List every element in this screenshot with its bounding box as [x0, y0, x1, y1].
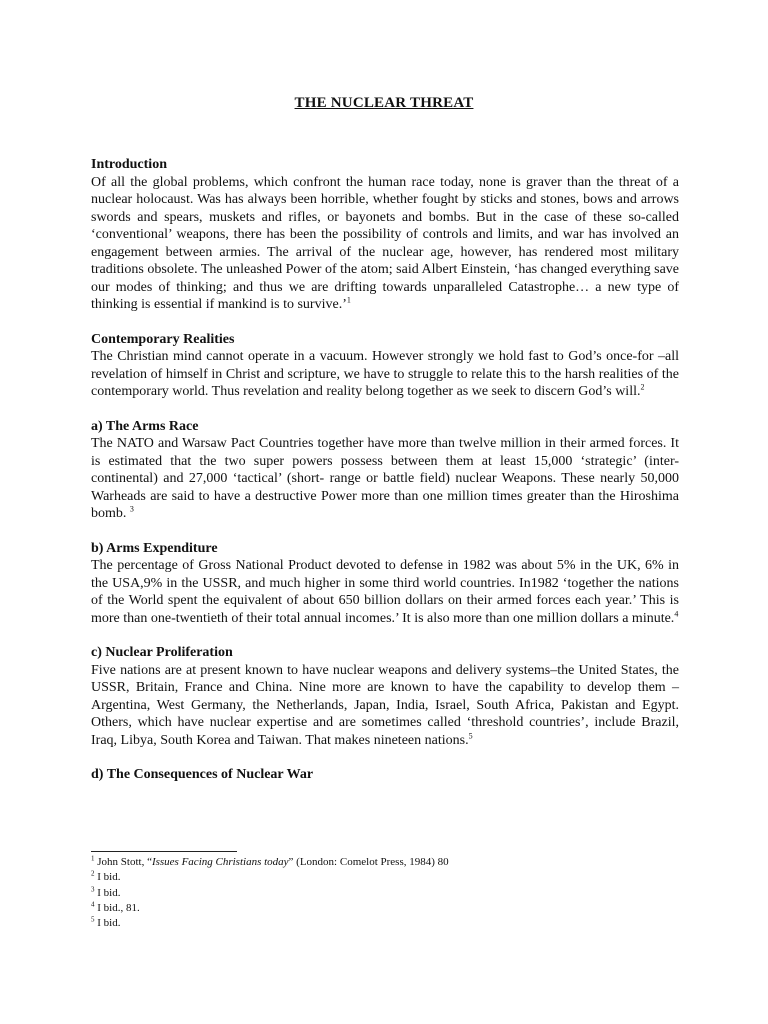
footnote-book-title: Issues Facing Christians today — [151, 856, 289, 868]
section-contemporary-realities — [91, 331, 679, 401]
footnote-text: I bid., 81. — [94, 901, 140, 914]
footnote-text: I bid. — [94, 917, 121, 930]
footnote-number: 5 — [91, 915, 95, 924]
footnote-number: 2 — [91, 869, 95, 878]
document-title: THE NUCLEAR THREAT — [294, 95, 474, 111]
paragraph-text: The Christian mind cannot operate in a vacuum. However strongly we hold fast to God’s once-for –all revelation of himself in Christ and scripture, we have to struggle to relate this to the harsh realities of the contemporary world. Thus revelation and reality belong together as we seek to discern God’s will. — [91, 349, 679, 399]
footnote-text: John Stott, “ — [94, 856, 152, 868]
section-arms-expenditure — [91, 540, 679, 628]
paragraph-text: The NATO and Warsaw Pact Countries together have more than twelve million in their armed forces. It is estimated that the two super powers possess between them at least 15,000 ‘strategic’ (inter-continental) and 27,000 ‘tactical’ (short- range or battle field) nuclear Weapons. These nearly 50,000 Warheads are said to have a destructive Power more than one million times greater than the Hiroshima bomb. — [91, 436, 679, 521]
paragraph-text: Five nations are at present known to have nuclear weapons and delivery systems–the United States, the USSR, Britain, France and China. Nine more are known to have the capability to develop them – Argentina, West Germany, the Netherlands, Japan, India, Israel, South Africa, Pakistan and Egypt. Others, which have nuclear expertise and are sometimes called ‘threshold countries’, include Brazil, Iraq, Libya, South Korea and Taiwan. That makes nineteen nations. — [91, 662, 679, 748]
section-heading: d) The Consequences of Nuclear War — [91, 767, 314, 782]
footnote-reference: 3 — [129, 504, 134, 514]
footnote-separator — [91, 851, 237, 852]
footnote-item — [91, 916, 679, 931]
footnote-item — [91, 886, 679, 901]
paragraph-text: The percentage of Gross National Product devoted to defense in 1982 was about 5% in the UK, 6% in the USA,9% in the USSR, and much higher in some third world countries. In1982 ‘together the nations of the World spent the equivalent of about 650 billion dollars on their armed forces each year.’ This is more than one-twentieth of their total annual incomes.’ It is also more than one million dollars a minute. — [91, 558, 679, 626]
footnote-number: 4 — [91, 900, 95, 909]
footnote-item — [91, 901, 679, 916]
section-paragraph — [91, 662, 679, 750]
paragraph-text: Of all the global problems, which confront the human race today, none is graver than the threat of a nuclear holocaust. Was has always been horrible, whether fought by sticks and stones, bows and arrows swords and spears, muskets and rifles, or bayonets and bombs. But in the case of these so-called ‘conventional’ weapons, there has been the possibility of controls and limits, and war has involved an engagement between armies. The arrival of the nuclear age, however, has rendered most military traditions obsolete. The unleashed Power of the atom; said Albert Einstein, ‘has changed everything save our modes of thinking; and thus we are drifting towards unparalleled Catastrophe… a new type of thinking is essential if mankind is to survive.’ — [91, 174, 679, 312]
footnote-reference: 2 — [640, 382, 645, 392]
footnote-reference: 1 — [346, 295, 351, 305]
section-nuclear-proliferation — [91, 644, 679, 749]
section-introduction — [91, 156, 679, 314]
footnote-item — [91, 870, 679, 885]
section-paragraph — [91, 348, 679, 401]
section-paragraph — [91, 435, 679, 523]
section-heading: a) The Arms Race — [91, 418, 199, 434]
footnote-reference: 4 — [674, 608, 679, 618]
footnote-item — [91, 855, 679, 870]
section-heading: Introduction — [91, 157, 167, 172]
section-heading: c) Nuclear Proliferation — [91, 645, 233, 660]
footnotes — [91, 855, 679, 931]
section-paragraph — [91, 174, 679, 314]
section-heading: b) Arms Expenditure — [91, 540, 218, 556]
footnote-number: 3 — [91, 884, 95, 893]
footnote-number: 1 — [91, 854, 95, 863]
footnote-text: ” (London: Comelot Press, 1984) 80 — [288, 856, 449, 868]
footnote-reference: 5 — [468, 730, 473, 740]
section-heading: Contemporary Realities — [91, 331, 235, 347]
footnote-text: I bid. — [94, 886, 121, 899]
section-consequences-of-nuclear-war — [91, 766, 679, 784]
section-paragraph — [91, 557, 679, 627]
document-body — [91, 156, 679, 801]
section-arms-race — [91, 418, 679, 523]
footnote-text: I bid. — [94, 871, 121, 884]
